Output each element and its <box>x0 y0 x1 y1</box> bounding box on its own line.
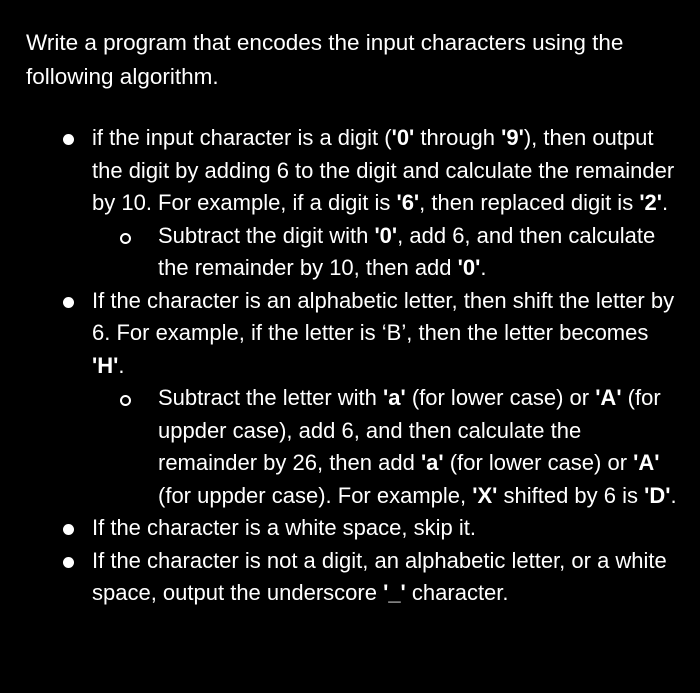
rule-list <box>26 122 686 610</box>
rule-item-digit <box>26 122 686 285</box>
rule-text: if the input character is a digit ('0' through '9'), then output the digit by adding 6 to the digit and calculate the remainder by 10. For example, if a digit is '6', then replaced digit is '2'. <box>92 125 675 215</box>
sub-rule-text: Subtract the digit with '0', add 6, and then calculate the remainder by 10, then add '0'. <box>158 222 656 280</box>
bullet-dot-icon <box>63 557 74 568</box>
bullet-dot-icon <box>63 524 74 535</box>
sub-rule-list <box>92 220 686 285</box>
sub-rule-item-letter <box>92 382 686 512</box>
bullet-dot-icon <box>63 297 74 308</box>
rule-item-other <box>26 545 686 610</box>
rule-item-whitespace <box>26 512 686 545</box>
rule-text: If the character is not a digit, an alphabetic letter, or a white space, output the underscore '_' character. <box>92 547 667 605</box>
sub-rule-item-digit <box>92 220 686 285</box>
intro-paragraph: Write a program that encodes the input characters using the following algorithm. <box>26 30 624 89</box>
document-page <box>26 26 686 610</box>
rule-item-letter <box>26 285 686 513</box>
bullet-circle-icon <box>120 395 131 406</box>
rule-text: If the character is a white space, skip it. <box>92 515 476 540</box>
rule-text: If the character is an alphabetic letter, then shift the letter by 6. For example, if the letter is ‘B’, then the letter becomes 'H'. <box>92 287 675 378</box>
bullet-dot-icon <box>63 134 74 145</box>
sub-rule-text: Subtract the letter with 'a' (for lower case) or 'A' (for uppder case), add 6, and then calculate the remainder by 26, then add 'a' (for lower case) or 'A' (for uppder case). For example, 'X' shifted by 6 is 'D'. <box>158 385 677 508</box>
sub-rule-list <box>92 382 686 512</box>
bullet-circle-icon <box>120 233 131 244</box>
